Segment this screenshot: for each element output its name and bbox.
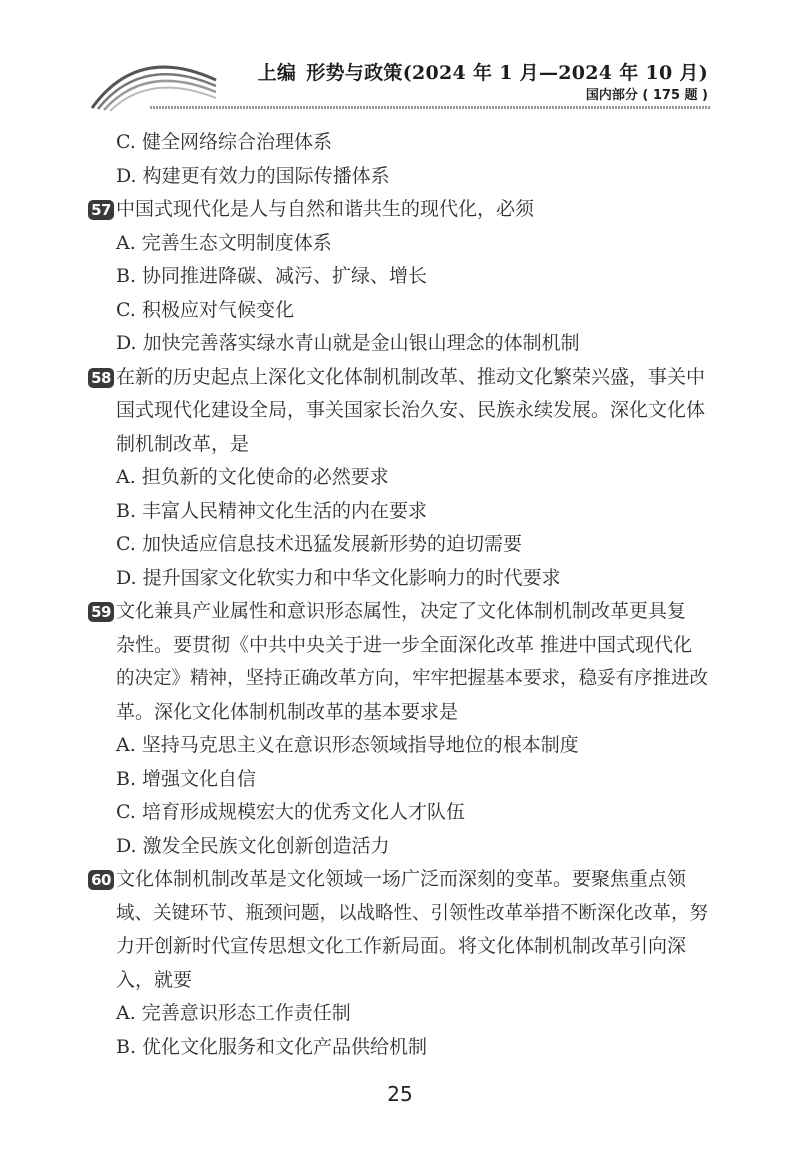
page-header — [0, 0, 800, 120]
question-number-badge: 57 — [88, 200, 114, 220]
option-line: A. 担负新的文化使命的必然要求 — [116, 466, 389, 488]
question-stem-continuation: 的决定》精神，坚持正确改革方向，牢牢把握基本要求，稳妥有序推进改 — [116, 668, 709, 689]
question-stem-text: 文化兼具产业属性和意识形态属性，决定了文化体制机制改革更具复 — [116, 600, 687, 622]
question-stem-continuation: 入，就要 — [116, 968, 193, 991]
option-line: C. 加快适应信息技术迅猛发展新形势的迫切需要 — [116, 533, 522, 555]
option-line: B. 协同推进降碳、减污、扩绿、增长 — [116, 265, 428, 287]
option-line: D. 激发全民族文化创新创造活力 — [116, 834, 390, 857]
question-stem-continuation: 制机制改革，是 — [116, 432, 250, 455]
question-stem — [88, 863, 720, 897]
option-line: C. 培育形成规模宏大的优秀文化人才队伍 — [116, 801, 465, 823]
question-content — [88, 126, 720, 1064]
question-stem-continuation: 力开创新时代宣传思想文化工作新局面。将文化体制机制改革引向深 — [116, 935, 687, 957]
question-stem-continuation: 国式现代化建设全局，事关国家长治久安、民族永续发展。深化文化体 — [116, 399, 706, 421]
option-line: C. 积极应对气候变化 — [116, 298, 294, 321]
option-line: A. 完善意识形态工作责任制 — [116, 1002, 351, 1024]
question-number-badge: 60 — [88, 870, 114, 890]
question-stem — [88, 595, 720, 629]
question-stem-text: 中国式现代化是人与自然和谐共生的现代化，必须 — [116, 198, 535, 220]
header-subtitle: 国内部分 ( 175 题 ) — [585, 88, 708, 103]
option-line: D. 加快完善落实绿水青山就是金山银山理念的体制机制 — [116, 332, 580, 354]
page-number: 25 — [387, 1082, 413, 1106]
question-stem — [88, 193, 720, 227]
option-line: B. 丰富人民精神文化生活的内在要求 — [116, 499, 428, 522]
header-divider — [150, 106, 710, 109]
option-line: D. 提升国家文化软实力和中华文化影响力的时代要求 — [116, 566, 561, 589]
question-stem-continuation: 杂性。要贯彻《中共中央关于进一步全面深化改革 推进中国式现代化 — [116, 633, 693, 656]
question-stem-continuation: 革。深化文化体制机制改革的基本要求是 — [116, 700, 459, 723]
option-line: B. 优化文化服务和文化产品供给机制 — [116, 1035, 428, 1058]
option-line: C. 健全网络综合治理体系 — [116, 131, 332, 153]
question-stem-text: 文化体制机制改革是文化领域一场广泛而深刻的变革。要聚焦重点领 — [116, 868, 687, 890]
rainbow-arc-logo — [88, 50, 218, 112]
header-title-text: 形势与政策(2024 年 1 月—2024 年 10 月) — [306, 62, 708, 84]
question-stem-text: 在新的历史起点上深化文化体制机制改革、推动文化繁荣兴盛，事关中 — [116, 365, 706, 388]
option-line: A. 完善生态文明制度体系 — [116, 231, 332, 254]
question-stem-continuation: 域、关键环节、瓶颈问题，以战略性、引领性改革举措不断深化改革，努 — [116, 902, 709, 924]
option-line: B. 增强文化自信 — [116, 767, 257, 790]
option-line: D. 构建更有效力的国际传播体系 — [116, 164, 390, 187]
question-number-badge: 58 — [88, 368, 114, 388]
header-title — [258, 58, 708, 85]
question-stem — [88, 361, 720, 395]
question-number-badge: 59 — [88, 602, 114, 622]
header-section: 上编 — [257, 62, 297, 84]
option-line: A. 坚持马克思主义在意识形态领域指导地位的根本制度 — [116, 734, 579, 756]
